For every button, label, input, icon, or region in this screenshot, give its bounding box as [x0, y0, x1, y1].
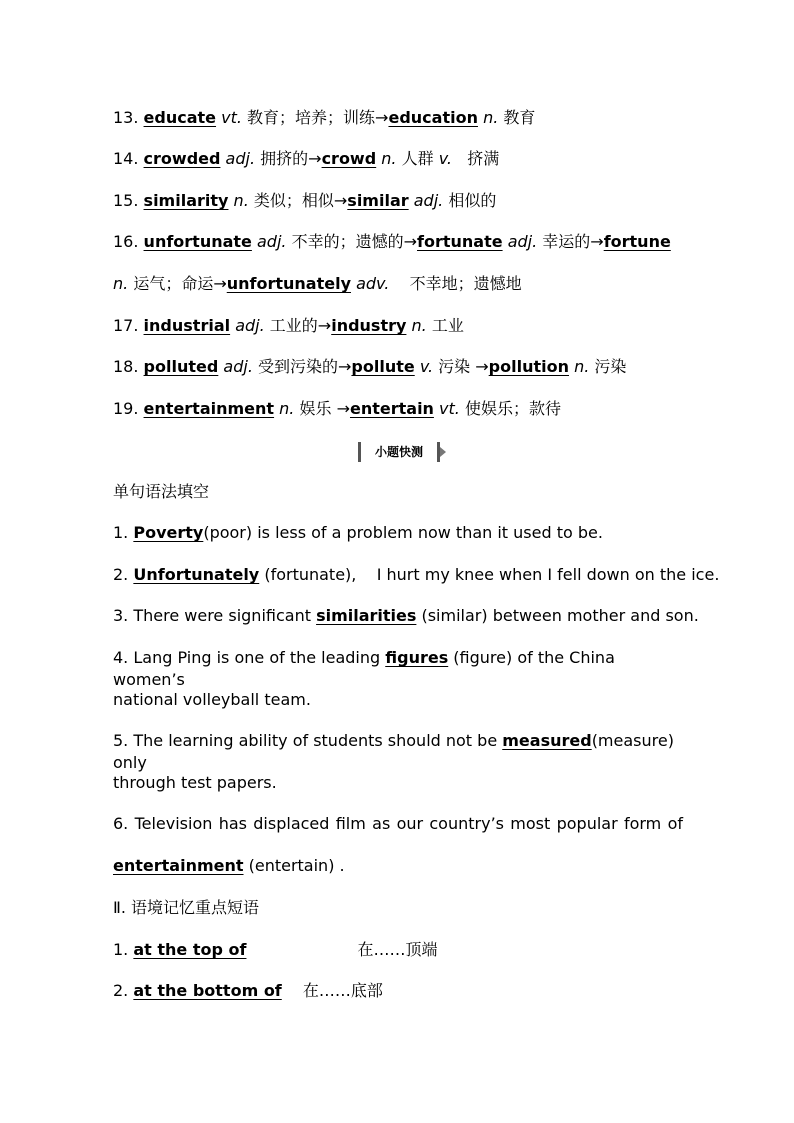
- quiz-answer: Poverty: [133, 523, 204, 542]
- derived-word: crowd: [321, 149, 377, 168]
- derived-meaning: 工业: [426, 316, 464, 335]
- vocab-entry-16-continued: [113, 273, 683, 295]
- derived-word: unfortunately: [226, 274, 351, 293]
- vocab-entry-16: [113, 231, 683, 253]
- derived-word-2: fortune: [603, 232, 671, 251]
- entry-pos: adj.: [257, 232, 287, 251]
- derived-pos-2: adv.: [356, 274, 390, 293]
- derived-pos: vt.: [439, 399, 460, 418]
- quiz-answer: measured: [502, 731, 592, 750]
- quiz-answer: similarities: [316, 606, 417, 625]
- derived-meaning: 污染 →: [433, 357, 489, 376]
- quiz-number: 4.: [113, 648, 129, 667]
- quiz-item-2: [113, 564, 720, 586]
- phrase-text: at the bottom of: [133, 981, 282, 1000]
- derived-word: similar: [347, 191, 409, 210]
- quiz-item-4-continued: national volleyball team.: [113, 690, 311, 709]
- entry-pos: vt.: [221, 108, 242, 127]
- derived-meaning: 使娱乐；款待: [459, 399, 561, 418]
- entry-meaning: 工业的→: [269, 316, 332, 335]
- vocab-entry-18: [113, 356, 683, 378]
- vocab-entry-15: [113, 190, 683, 212]
- quiz-item-6: [113, 813, 683, 835]
- quiz-sentence: (similar) between mother and son.: [416, 606, 699, 625]
- entry-pos: n.: [279, 399, 295, 418]
- derived-meaning: 幸运的→: [537, 232, 604, 251]
- entry-meaning: 不幸的；遗憾的→: [291, 232, 418, 251]
- derived-meaning: 运气；命运→: [128, 274, 227, 293]
- derived-pos-2: n.: [574, 357, 590, 376]
- entry-number: 13.: [113, 108, 139, 127]
- entry-meaning: 娱乐 →: [299, 399, 350, 418]
- derived-pos: n.: [113, 274, 129, 293]
- entry-pos: adj.: [235, 316, 265, 335]
- quiz-number: 6.: [113, 814, 129, 833]
- phrase-meaning: 在……底部: [302, 981, 383, 1000]
- quiz-item-3: [113, 605, 699, 627]
- phrase-number: 2.: [113, 981, 129, 1000]
- derived-pos: adj.: [413, 191, 444, 210]
- quiz-answer: figures: [385, 648, 449, 667]
- derived-word-2: pollution: [488, 357, 569, 376]
- derived-pos: n.: [381, 149, 397, 168]
- phrase-item-2: [113, 980, 683, 1002]
- quiz-sentence-start: Lang Ping is one of the leading: [133, 648, 386, 667]
- phrase-text: at the top of: [133, 940, 247, 959]
- derived-word: fortunate: [417, 232, 503, 251]
- quiz-section-label: 小题快测: [358, 442, 440, 462]
- derived-pos: adj.: [507, 232, 538, 251]
- entry-number: 14.: [113, 149, 139, 168]
- entry-word: industrial: [143, 316, 231, 335]
- quiz-number: 5.: [113, 731, 129, 750]
- derived-word: entertain: [349, 399, 434, 418]
- derived-meaning-2: 污染: [589, 357, 627, 376]
- entry-pos: adj.: [225, 149, 256, 168]
- derived-word: industry: [331, 316, 407, 335]
- quiz-item-4: [113, 647, 683, 691]
- entry-word: similarity: [143, 191, 229, 210]
- entry-pos: adj.: [223, 357, 253, 376]
- quiz-sentence: (entertain) .: [243, 856, 345, 875]
- derived-word: education: [388, 108, 478, 127]
- quiz-sentence: (measure) only: [113, 731, 674, 772]
- derived-meaning-2: 不幸地；遗憾地: [389, 274, 522, 293]
- quiz-sentence-start: The learning ability of students should not be: [133, 731, 503, 750]
- phrase-number: 1.: [113, 940, 129, 959]
- quiz-number: 3.: [113, 606, 129, 625]
- quiz-title: 单句语法填空: [113, 482, 210, 501]
- entry-meaning: 教育；培养；训练→: [247, 108, 389, 127]
- entry-number: 15.: [113, 191, 139, 210]
- derived-pos-2: v.: [438, 149, 452, 168]
- entry-word: polluted: [143, 357, 219, 376]
- quiz-item-6-continued: [113, 855, 683, 877]
- quiz-sentence-start: There were significant: [133, 606, 317, 625]
- derived-meaning: 人群: [396, 149, 439, 168]
- derived-pos: n.: [411, 316, 427, 335]
- entry-word: unfortunate: [143, 232, 252, 251]
- quiz-answer: Unfortunately: [133, 565, 260, 584]
- entry-number: 19.: [113, 399, 139, 418]
- derived-meaning: 教育: [498, 108, 536, 127]
- vocab-entry-14: [113, 148, 683, 170]
- entry-number: 17.: [113, 316, 139, 335]
- quiz-sentence-start: Television has displaced film as our country’s most popular form of: [134, 814, 683, 833]
- quiz-sentence: (figure) of the China women’s: [113, 648, 615, 689]
- phrase-item-1: [113, 939, 683, 961]
- quiz-item-1: [113, 522, 683, 544]
- section-2-title: Ⅱ. 语境记忆重点短语: [113, 898, 260, 917]
- quiz-item-5-continued: through test papers.: [113, 773, 277, 792]
- entry-number: 16.: [113, 232, 139, 251]
- entry-meaning: 拥挤的→: [260, 149, 322, 168]
- derived-meaning: 相似的: [443, 191, 497, 210]
- quiz-answer: entertainment: [113, 856, 244, 875]
- derived-meaning-2: 挤满: [451, 149, 500, 168]
- vocab-entry-13: [113, 107, 683, 129]
- entry-word: educate: [143, 108, 217, 127]
- entry-pos: n.: [233, 191, 249, 210]
- vocab-entry-17: [113, 315, 683, 337]
- entry-word: crowded: [143, 149, 221, 168]
- quiz-sentence: (poor) is less of a problem now than it used to be.: [203, 523, 603, 542]
- derived-pos: n.: [483, 108, 499, 127]
- entry-number: 18.: [113, 357, 139, 376]
- quiz-sentence: (fortunate), I hurt my knee when I fell down on the ice.: [259, 565, 720, 584]
- quiz-number: 2.: [113, 565, 129, 584]
- phrase-meaning: 在……顶端: [357, 940, 438, 959]
- derived-pos: v.: [419, 357, 434, 376]
- derived-word: pollute: [351, 357, 415, 376]
- quiz-item-5: [113, 730, 683, 774]
- quiz-number: 1.: [113, 523, 129, 542]
- entry-meaning: 受到污染的→: [258, 357, 352, 376]
- entry-meaning: 类似；相似→: [253, 191, 348, 210]
- vocab-entry-19: [113, 398, 683, 420]
- entry-word: entertainment: [143, 399, 275, 418]
